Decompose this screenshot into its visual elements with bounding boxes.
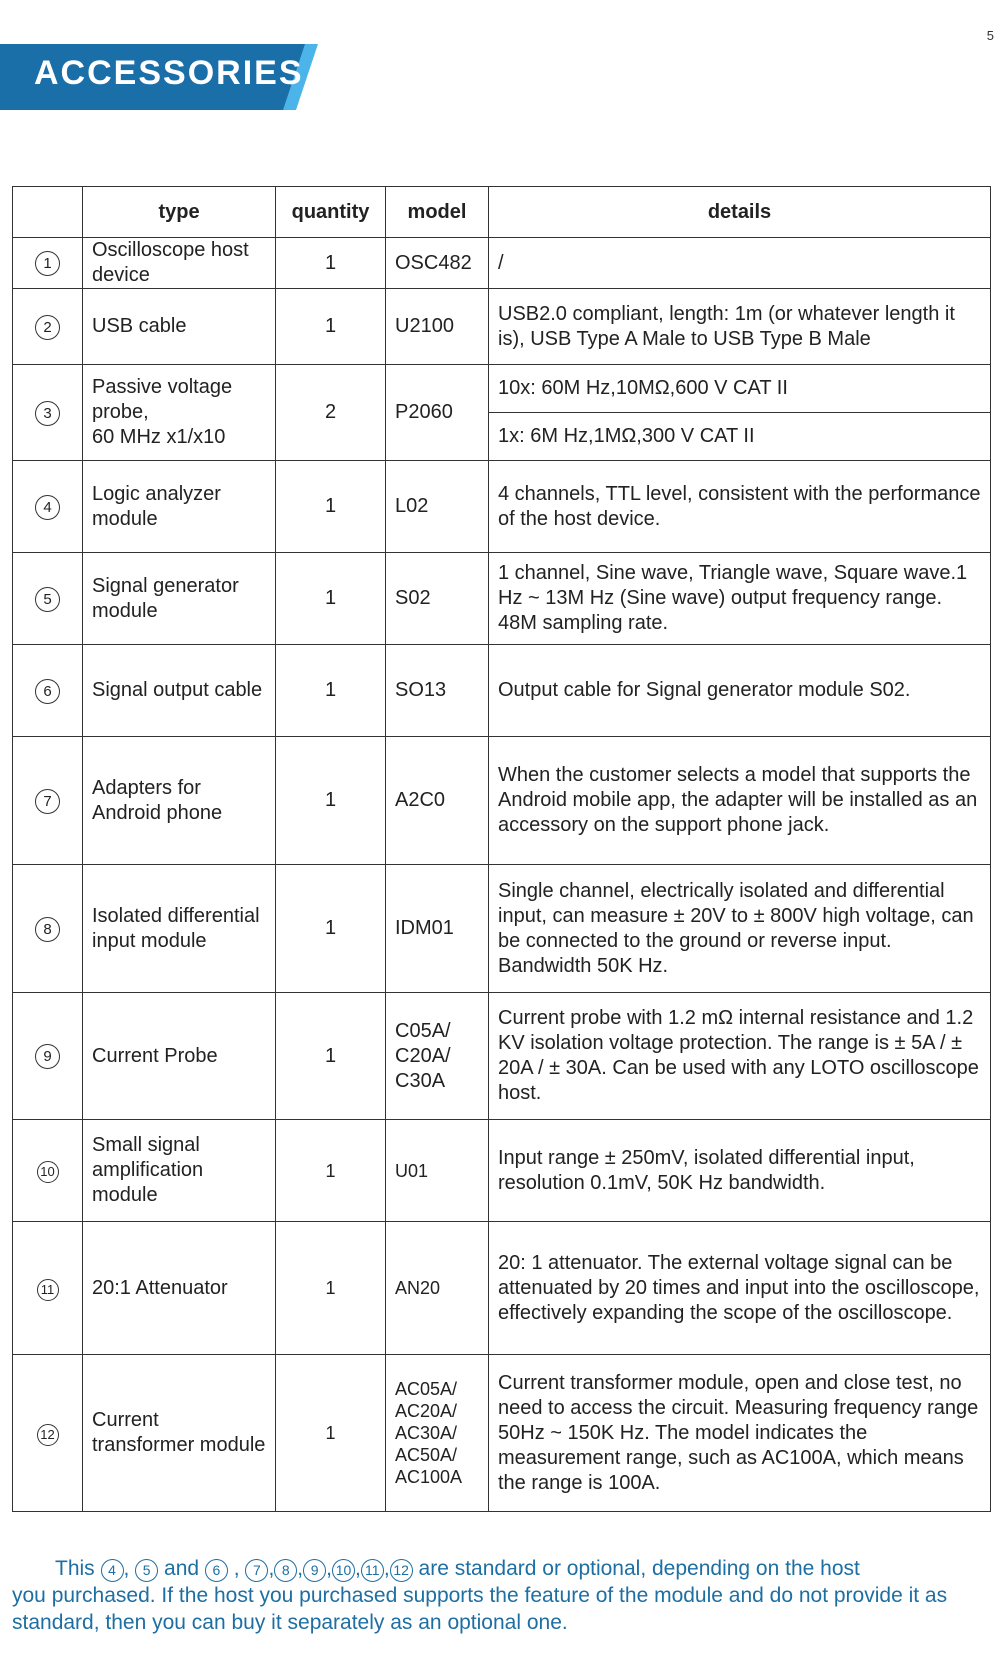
footnote-text1: are standard or optional, depending on the host xyxy=(418,1557,860,1580)
header-type: type xyxy=(83,187,276,238)
cell-quantity: 1 xyxy=(276,645,386,737)
cell-quantity: 1 xyxy=(276,1120,386,1222)
cell-details: 20: 1 attenuator. The external voltage signal can be attenuated by 20 times and input into the oscilloscope, effectively expanding the scope of the oscilloscope. xyxy=(489,1222,991,1355)
page-number: 5 xyxy=(986,28,994,43)
footnote-text2: you purchased. If the host you purchased supports the feature of the module and do not provide it as standard, then you can buy it separately as an optional one. xyxy=(12,1584,948,1634)
cell-details: Single channel, electrically isolated and differential input, can measure ± 20V to ± 800V high voltage, can be connected to the ground or reverse input. Bandwidth 50K Hz. xyxy=(489,865,991,993)
cell-model: AN20 xyxy=(386,1222,489,1355)
cell-type: Oscilloscope host device xyxy=(83,238,276,289)
cell-details: / xyxy=(489,238,991,289)
circled-number: 4 xyxy=(101,1559,124,1582)
circled-number: 7 xyxy=(245,1559,268,1582)
cell-type: Current Probe xyxy=(83,993,276,1120)
row-number-badge: 5 xyxy=(35,587,60,612)
row-number-badge: 3 xyxy=(35,401,60,426)
cell-type-line1: Passive voltage probe, xyxy=(92,376,233,423)
cell-quantity: 1 xyxy=(276,289,386,365)
cell-model: C05A/ C20A/ C30A xyxy=(386,993,489,1120)
row-number-badge: 12 xyxy=(37,1424,59,1446)
table-row xyxy=(13,365,991,413)
cell-details: Current transformer module, open and close test, no need to access the circuit. Measuring frequency range 50Hz ~ 150K Hz. The model indicates the measurement range, such as AC100A, which means the range is 100A. xyxy=(489,1355,991,1512)
accessories-table xyxy=(12,186,991,1512)
cell-quantity: 1 xyxy=(276,1355,386,1512)
circled-number: 8 xyxy=(274,1559,297,1582)
cell-quantity: 1 xyxy=(276,737,386,865)
cell-quantity: 2 xyxy=(276,365,386,461)
cell-type: Isolated differential input module xyxy=(83,865,276,993)
row-number-badge: 8 xyxy=(35,917,60,942)
cell-type: Small signal amplification module xyxy=(83,1120,276,1222)
cell-type: 20:1 Attenuator xyxy=(83,1222,276,1355)
cell-type: Logic analyzer module xyxy=(83,461,276,553)
row-number-badge: 1 xyxy=(35,251,60,276)
circled-number: 9 xyxy=(303,1559,326,1582)
table-row xyxy=(13,993,991,1120)
cell-model: U2100 xyxy=(386,289,489,365)
cell-quantity: 1 xyxy=(276,993,386,1120)
cell-type: Adapters for Android phone xyxy=(83,737,276,865)
cell-model: SO13 xyxy=(386,645,489,737)
circled-number: 5 xyxy=(135,1559,158,1582)
table-row xyxy=(13,645,991,737)
header-model: model xyxy=(386,187,489,238)
row-number-badge: 10 xyxy=(37,1161,59,1183)
cell-type: Signal generator module xyxy=(83,553,276,645)
row-number-badge: 4 xyxy=(35,495,60,520)
header-quantity: quantity xyxy=(276,187,386,238)
cell-model: A2C0 xyxy=(386,737,489,865)
footnote-and: and xyxy=(164,1557,200,1580)
cell-quantity: 1 xyxy=(276,238,386,289)
table-header-row xyxy=(13,187,991,238)
cell-quantity: 1 xyxy=(276,461,386,553)
cell-model: U01 xyxy=(386,1120,489,1222)
footnote-prefix: This xyxy=(55,1557,95,1580)
page-title: ACCESSORIES xyxy=(34,54,304,92)
cell-type-line2: 60 MHz x1/x10 xyxy=(92,426,226,448)
row-number-badge: 7 xyxy=(35,789,60,814)
cell-model: IDM01 xyxy=(386,865,489,993)
cell-model: L02 xyxy=(386,461,489,553)
cell-type: Signal output cable xyxy=(83,645,276,737)
footnote xyxy=(12,1555,987,1636)
circled-number: 12 xyxy=(390,1559,413,1582)
table-row xyxy=(13,289,991,365)
header-index xyxy=(13,187,83,238)
cell-model: S02 xyxy=(386,553,489,645)
cell-details: Current probe with 1.2 mΩ internal resistance and 1.2 KV isolation voltage protection. The range is ± 5A / ± 20A / ± 30A. Can be used with any LOTO oscilloscope host. xyxy=(489,993,991,1120)
row-number-badge: 6 xyxy=(35,679,60,704)
cell-details: 4 channels, TTL level, consistent with the performance of the host device. xyxy=(489,461,991,553)
cell-details: Output cable for Signal generator module S02. xyxy=(489,645,991,737)
cell-type: Current transformer module xyxy=(83,1355,276,1512)
row-number-badge: 2 xyxy=(35,315,60,340)
table-row xyxy=(13,553,991,645)
table-row xyxy=(13,737,991,865)
footnote-line1: This 4 , 5 and 6 , 7 , 8 , 9 , 10 , 11 , 12 are standard or optional, depending on the host xyxy=(55,1557,860,1580)
circled-number: 11 xyxy=(361,1559,384,1582)
cell-quantity: 1 xyxy=(276,553,386,645)
cell-model: AC05A/ AC20A/ AC30A/ AC50A/ AC100A xyxy=(386,1355,489,1512)
cell-type: USB cable xyxy=(83,289,276,365)
row-number-badge: 9 xyxy=(35,1044,60,1069)
cell-quantity: 1 xyxy=(276,1222,386,1355)
row-number-badge: 11 xyxy=(37,1279,59,1301)
cell-details: When the customer selects a model that supports the Android mobile app, the adapter will be installed as an accessory on the support phone jack. xyxy=(489,737,991,865)
cell-details: 1x: 6M Hz,1MΩ,300 V CAT II xyxy=(489,413,991,461)
cell-details: 1 channel, Sine wave, Triangle wave, Square wave.1 Hz ~ 13M Hz (Sine wave) output frequency range. 48M sampling rate. xyxy=(489,553,991,645)
header-details: details xyxy=(489,187,991,238)
cell-details: Input range ± 250mV, isolated differential input, resolution 0.1mV, 50K Hz bandwidth. xyxy=(489,1120,991,1222)
table-row xyxy=(13,1222,991,1355)
cell-model: OSC482 xyxy=(386,238,489,289)
cell-quantity: 1 xyxy=(276,865,386,993)
table-row xyxy=(13,1355,991,1512)
table-row xyxy=(13,865,991,993)
table-row xyxy=(13,238,991,289)
table-row xyxy=(13,1120,991,1222)
cell-model: P2060 xyxy=(386,365,489,461)
cell-details: 10x: 60M Hz,10MΩ,600 V CAT II xyxy=(489,365,991,413)
section-banner xyxy=(0,44,330,110)
cell-type xyxy=(83,365,276,461)
table-row xyxy=(13,461,991,553)
circled-number: 6 xyxy=(205,1559,228,1582)
circled-number: 10 xyxy=(332,1559,355,1582)
cell-details: USB2.0 compliant, length: 1m (or whatever length it is), USB Type A Male to USB Type B Male xyxy=(489,289,991,365)
